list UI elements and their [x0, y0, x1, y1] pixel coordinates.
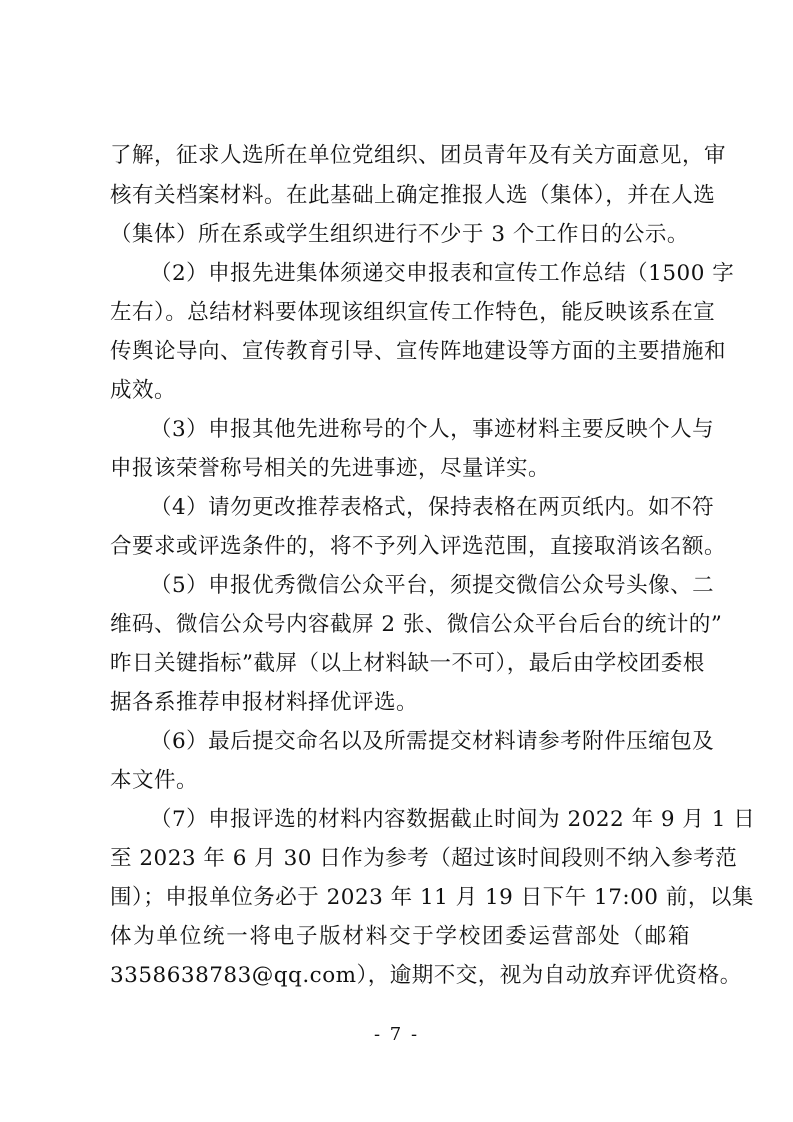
paragraph-5-line-1: （5）申报优秀微信公众平台，须提交微信公众号头像、二 — [150, 573, 715, 598]
paragraph-1-line-3: （集体）所在系或学生组织进行不少于 3 个工作日的公示。 — [110, 222, 689, 247]
paragraph-1-line-2: 核有关档案材料。在此基础上确定推报人选（集体），并在人选 — [110, 183, 716, 208]
paragraph-2-line-1: （2）申报先进集体须递交申报表和宣传工作总结（1500 字 — [150, 261, 735, 286]
paragraph-1-line-1: 了解，征求人选所在单位党组织、团员青年及有关方面意见，审 — [110, 143, 727, 168]
paragraph-5-line-4: 据各系推荐申报材料择优评选。 — [110, 690, 419, 715]
paragraph-6-line-1: （6）最后提交命名以及所需提交材料请参考附件压缩包及 — [150, 729, 715, 754]
paragraph-7-line-1: （7）申报评选的材料内容数据截止时间为 2022 年 9 月 1 日 — [150, 807, 756, 832]
paragraph-5-line-2: 维码、微信公众号内容截屏 2 张、微信公众平台后台的统计的” — [110, 612, 723, 637]
paragraph-5-line-3: 昨日关键指标”截屏（以上材料缺一不可），最后由学校团委根 — [110, 651, 705, 676]
paragraph-3-line-2: 申报该荣誉称号相关的先进事迹，尽量详实。 — [110, 456, 551, 481]
paragraph-2-line-3: 传舆论导向、宣传教育引导、宣传阵地建设等方面的主要措施和 — [110, 339, 727, 364]
paragraph-2-line-2: 左右）。总结材料要体现该组织宣传工作特色，能反映该系在宣 — [110, 300, 716, 325]
paragraph-7-line-2: 至 2023 年 6 月 30 日作为参考（超过该时间段则不纳入参考范 — [110, 846, 738, 871]
paragraph-7-line-5: 3358638783@qq.com），逾期不交，视为自动放弃评优资格。 — [110, 963, 742, 988]
paragraph-4-line-2: 合要求或评选条件的，将不予列入评选范围，直接取消该名额。 — [110, 534, 727, 559]
paragraph-3-line-1: （3）申报其他先进称号的个人，事迹材料主要反映个人与 — [150, 417, 715, 442]
paragraph-6-line-2: 本文件。 — [110, 768, 199, 793]
paragraph-7-line-3: 围）；申报单位务必于 2023 年 11 月 19 日下午 17:00 前，以集 — [110, 885, 754, 910]
paragraph-7-line-4: 体为单位统一将电子版材料交于学校团委运营部处（邮箱 — [110, 924, 690, 949]
paragraph-4-line-1: （4）请勿更改推荐表格式，保持表格在两页纸内。如不符 — [150, 495, 715, 520]
paragraph-2-line-4: 成效。 — [110, 378, 177, 403]
page-number: - 7 - — [373, 1024, 420, 1045]
